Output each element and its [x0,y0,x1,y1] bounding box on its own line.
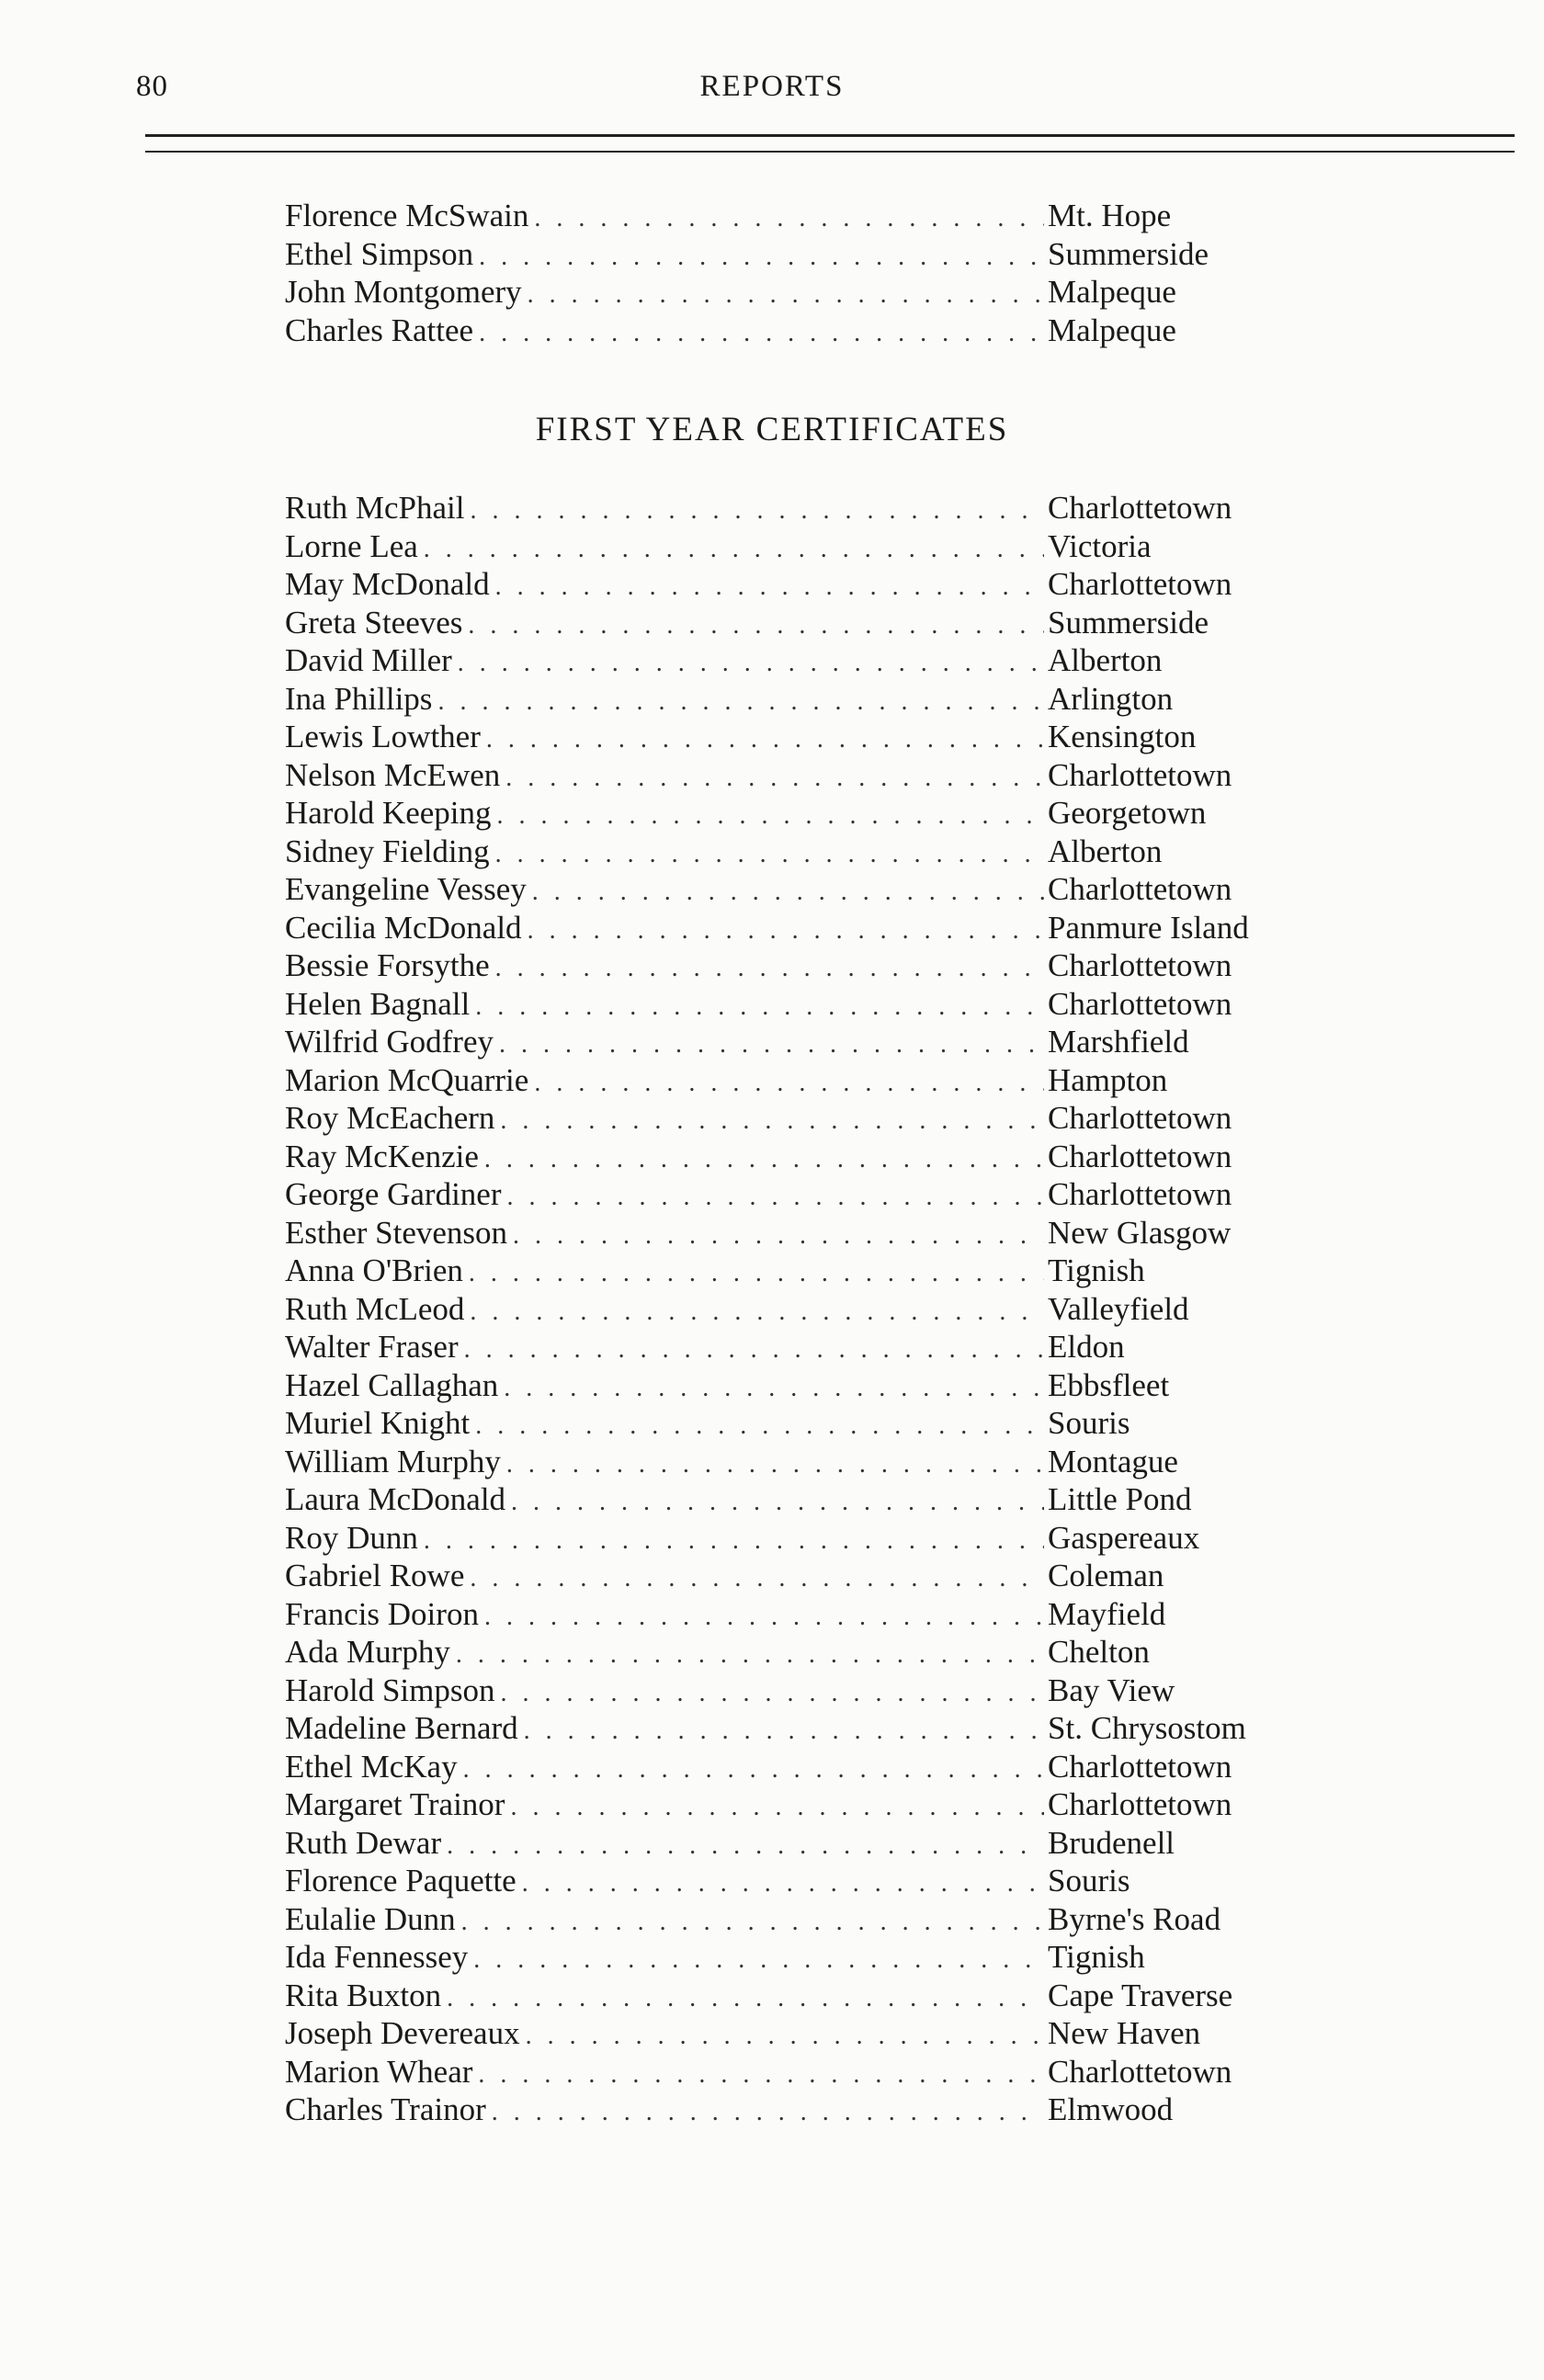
place-name: Panmure Island [1048,909,1249,946]
place-name: Charlottetown [1048,1176,1232,1212]
person-name: Florence Paquette [285,1863,517,1898]
dot-leader [437,683,1044,721]
place-name: Charlottetown [1048,1100,1232,1136]
list-item [285,1366,1323,1405]
person-name: Cecilia McDonald [285,909,522,946]
person-name: Madeline Bernard [285,1710,518,1746]
dot-leader [470,1559,1044,1598]
list-item [285,1519,1323,1558]
list-item [285,794,1323,833]
list-item [285,1290,1323,1329]
list-item [285,312,1323,350]
person-name: Ada Murphy [285,1634,450,1670]
place-name: Souris [1048,1405,1130,1441]
list-item [285,1480,1323,1519]
dot-leader [507,1178,1045,1217]
place-name: Alberton [1048,833,1163,869]
person-name: Nelson McEwen [285,756,501,793]
list-item [285,1785,1323,1824]
place-name: Summerside [1048,604,1209,640]
place-name: Mt. Hope [1048,198,1172,233]
place-name: Charlottetown [1048,1138,1232,1174]
dot-leader [469,1254,1044,1293]
person-name: Lorne Lea [285,527,418,564]
list-item [285,985,1323,1024]
header-rule-thick [145,134,1515,137]
person-name: Harold Keeping [285,795,492,831]
list-item [285,870,1323,909]
person-name: Harold Simpson [285,1672,495,1708]
dot-leader [497,797,1044,835]
list-item [285,1328,1323,1366]
person-name: Walter Fraser [285,1329,459,1365]
place-name: Valleyfield [1048,1290,1189,1327]
person-name: Marion McQuarrie [285,1061,529,1098]
list-item [285,1138,1323,1176]
place-name: Montague [1048,1443,1178,1479]
place-name: Chelton [1048,1634,1150,1670]
person-name: Gabriel Rowe [285,1558,465,1593]
list-item [285,565,1323,604]
dot-leader [470,1293,1044,1332]
person-name: Roy Dunn [285,1519,418,1556]
dot-leader [463,1751,1044,1789]
person-name: Esther Stevenson [285,1214,508,1251]
place-name: Gaspereaux [1048,1519,1200,1556]
person-name: Laura McDonald [285,1481,506,1517]
dot-leader [500,1674,1044,1713]
list-item [285,1214,1323,1252]
place-name: Alberton [1048,642,1163,678]
list-item [285,909,1323,947]
list-item [285,1443,1323,1481]
place-name: St. Chrysostom [1048,1710,1246,1746]
list-item [285,1633,1323,1672]
place-name: Charlottetown [1048,756,1232,793]
list-item [285,1099,1323,1138]
list-item [285,946,1323,985]
list-item [285,1595,1323,1634]
place-name: Byrne's Road [1048,1900,1221,1937]
list-item [285,2014,1323,2053]
place-name: Tignish [1048,1939,1145,1975]
dot-leader [479,238,1044,277]
dot-leader [495,835,1044,874]
dot-leader [534,1064,1044,1103]
list-item [285,2091,1323,2129]
dot-leader [524,1712,1044,1751]
list-item [285,1175,1323,1214]
list-item [285,604,1323,642]
person-name: Ida Fennessey [285,1939,469,1975]
person-name: Anna O'Brien [285,1252,463,1288]
person-name: John Montgomery [285,274,522,310]
place-name: New Haven [1048,2015,1201,2051]
dot-leader [424,1522,1044,1560]
dot-leader [479,314,1044,353]
certificate-list [285,489,1323,2129]
dot-leader [513,1217,1044,1255]
dot-leader [484,1598,1044,1637]
place-name: Charlottetown [1048,947,1232,983]
dot-leader [528,912,1044,950]
dot-leader [461,1903,1044,1942]
place-name: Tignish [1048,1252,1145,1288]
place-name: Little Pond [1048,1481,1192,1517]
place-name: Victoria [1048,527,1152,564]
place-name: Coleman [1048,1558,1164,1593]
place-name: Elmwood [1048,2091,1174,2127]
list-item [285,1977,1323,2015]
list-item [285,489,1323,527]
place-name: Kensington [1048,719,1197,754]
place-name: Georgetown [1048,795,1207,831]
person-name: Lewis Lowther [285,719,481,754]
person-name: Muriel Knight [285,1405,471,1441]
place-name: Mayfield [1048,1595,1166,1632]
person-name: Evangeline Vessey [285,871,527,907]
person-name: Ethel McKay [285,1748,458,1785]
person-name: Florence McSwain [285,198,529,233]
dot-leader [475,1407,1044,1445]
list-item [285,1557,1323,1595]
place-name: Charlottetown [1048,1748,1232,1785]
running-title: REPORTS [699,70,845,103]
continued-list [285,197,1323,349]
list-item [285,527,1323,566]
place-name: Marshfield [1048,1024,1189,1060]
place-name: Malpeque [1048,274,1176,310]
header-rule-thin [145,151,1515,153]
place-name: Summerside [1048,235,1209,272]
dot-leader [504,1369,1044,1408]
person-name: Margaret Trainor [285,1786,505,1822]
person-name: Francis Doiron [285,1595,479,1632]
dot-leader [447,1979,1044,2018]
list-item [285,718,1323,756]
person-name: Sidney Fielding [285,833,490,869]
dot-leader [424,530,1044,569]
dot-leader [468,606,1044,645]
person-name: May McDonald [285,566,490,602]
person-name: Joseph Devereaux [285,2015,520,2051]
place-name: Charlottetown [1048,985,1232,1022]
page-number: 80 [136,70,168,103]
person-name: Helen Bagnall [285,985,471,1022]
person-name: Hazel Callaghan [285,1366,499,1403]
person-name: Ray McKenzie [285,1138,479,1174]
list-item [285,273,1323,312]
list-item [285,833,1323,871]
list-item [285,680,1323,719]
dot-leader [534,199,1044,238]
person-name: David Miller [285,642,452,678]
dot-leader [495,949,1044,988]
person-name: Wilfrid Godfrey [285,1024,494,1060]
place-name: Eldon [1048,1329,1125,1365]
list-item [285,1900,1323,1939]
dot-leader [473,1941,1044,1979]
section-title: FIRST YEAR CERTIFICATES [535,411,1009,448]
dot-leader [532,873,1044,912]
person-name: William Murphy [285,1443,501,1479]
dot-leader [499,1026,1044,1064]
list-item [285,1709,1323,1748]
person-name: Charles Trainor [285,2091,486,2127]
dot-leader [475,988,1044,1026]
person-name: George Gardiner [285,1176,502,1212]
place-name: Souris [1048,1863,1130,1898]
list-item [285,1824,1323,1863]
dot-leader [486,720,1044,759]
person-name: Ruth McLeod [285,1290,465,1327]
list-item [285,1023,1323,1061]
place-name: Charlottetown [1048,1786,1232,1822]
dot-leader [505,759,1044,798]
dot-leader [447,1827,1044,1865]
place-name: Ebbsfleet [1048,1366,1170,1403]
dot-leader [526,2017,1044,2056]
list-item [285,2053,1323,2091]
dot-leader [470,492,1044,530]
place-name: Charlottetown [1048,871,1232,907]
list-item [285,1404,1323,1443]
list-item [285,756,1323,795]
place-name: Arlington [1048,680,1174,717]
person-name: Roy McEachern [285,1100,495,1136]
person-name: Ruth McPhail [285,490,465,526]
person-name: Marion Whear [285,2053,473,2090]
list-item [285,235,1323,274]
list-item [285,1672,1323,1710]
list-item [285,641,1323,680]
dot-leader [500,1102,1044,1140]
dot-leader [478,2056,1044,2094]
person-name: Eulalie Dunn [285,1900,456,1937]
list-item [285,1938,1323,1977]
dot-leader [522,1864,1044,1903]
place-name: Brudenell [1048,1824,1175,1861]
dot-leader [506,1445,1044,1484]
dot-leader [495,568,1044,606]
person-name: Charles Rattee [285,312,474,348]
person-name: Ina Phillips [285,680,433,717]
list-item [285,197,1323,235]
dot-leader [528,276,1044,314]
list-item [285,1748,1323,1786]
dot-leader [464,1331,1044,1369]
place-name: Charlottetown [1048,566,1232,602]
place-name: Charlottetown [1048,2053,1232,2090]
person-name: Bessie Forsythe [285,947,490,983]
place-name: Bay View [1048,1672,1175,1708]
place-name: New Glasgow [1048,1214,1232,1251]
person-name: Greta Steeves [285,604,463,640]
list-item [285,1862,1323,1900]
person-name: Ethel Simpson [285,235,474,272]
dot-leader [510,1788,1044,1827]
person-name: Rita Buxton [285,1977,442,2013]
place-name: Hampton [1048,1061,1168,1098]
place-name: Cape Traverse [1048,1977,1233,2013]
list-item [285,1061,1323,1100]
place-name: Charlottetown [1048,490,1232,526]
dot-leader [492,2093,1044,2132]
dot-leader [484,1140,1044,1179]
list-item [285,1252,1323,1290]
dot-leader [511,1483,1044,1522]
dot-leader [458,644,1044,683]
dot-leader [456,1636,1044,1674]
person-name: Ruth Dewar [285,1824,442,1861]
place-name: Malpeque [1048,312,1176,348]
